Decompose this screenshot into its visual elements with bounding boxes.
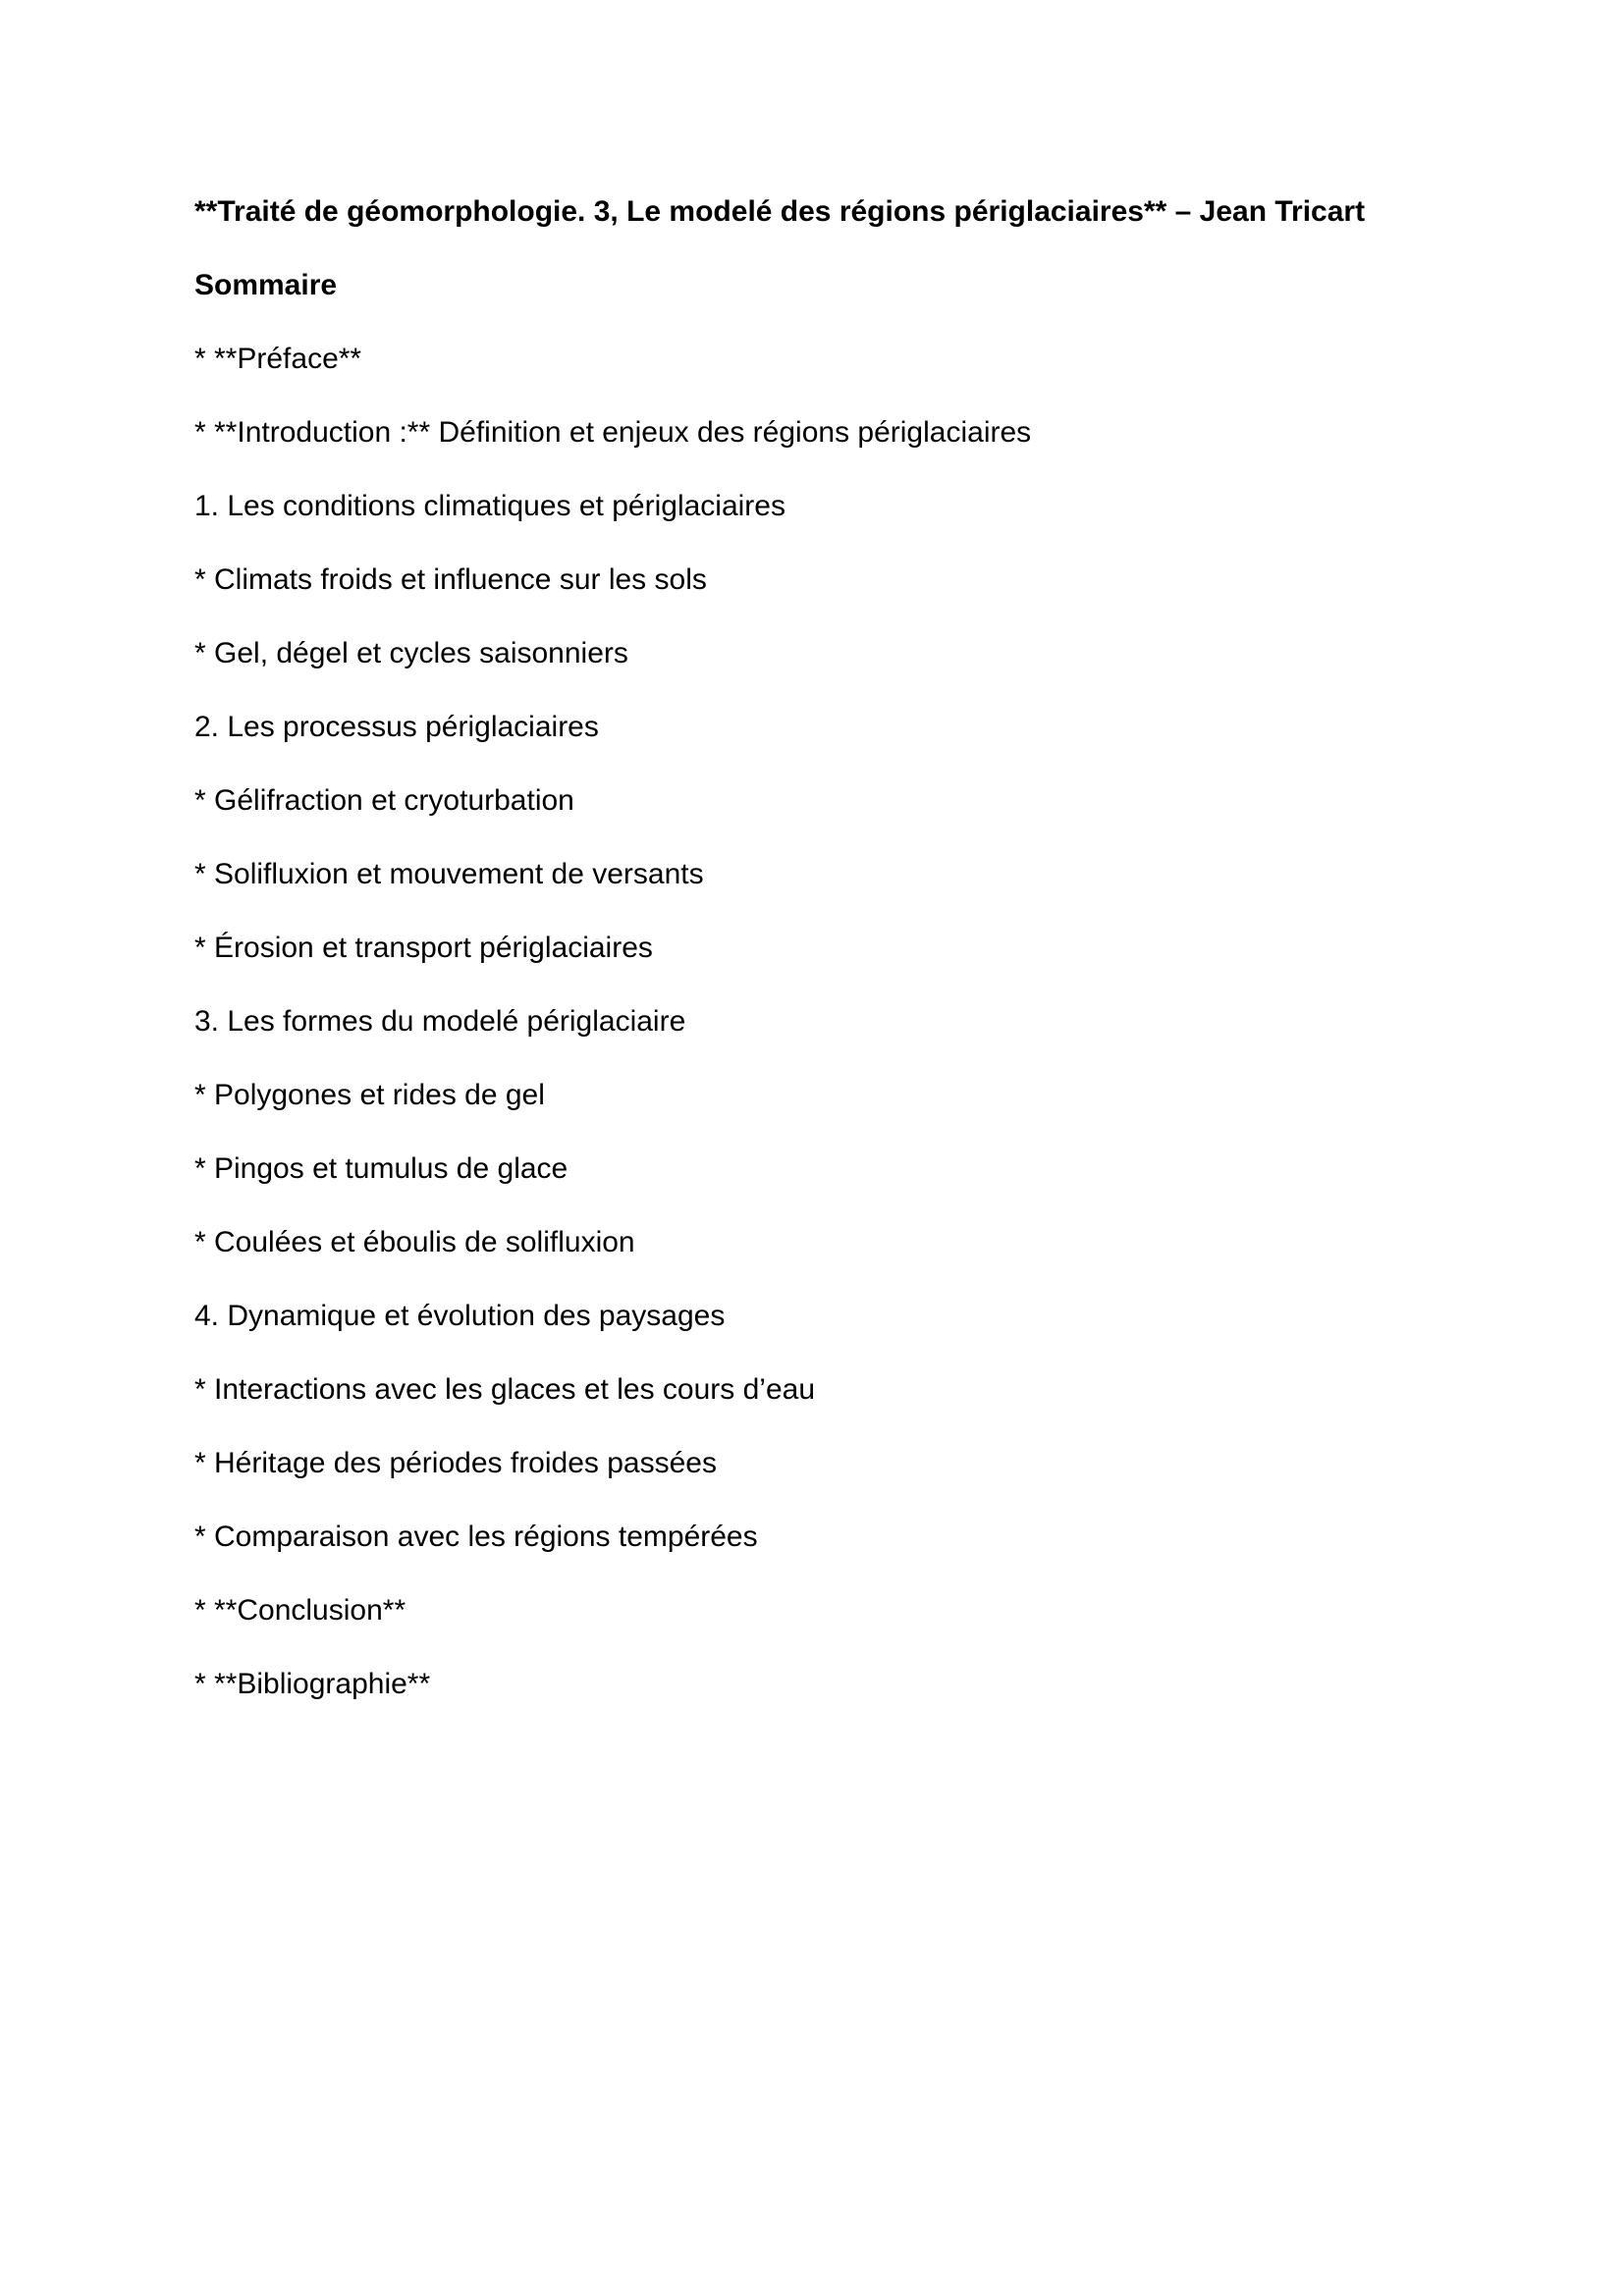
toc-item-pingos: * Pingos et tumulus de glace [194, 1152, 568, 1185]
summary-heading: Sommaire [194, 269, 338, 301]
document-title: **Traité de géomorphologie. 3, Le modelé des régions périglaciaires** – Jean Tricart [194, 195, 1366, 228]
toc-preface: * **Préface** [194, 343, 362, 375]
toc-section-3: 3. Les formes du modelé périglaciaire [194, 1005, 686, 1038]
toc-item-heritage: * Héritage des périodes froides passées [194, 1447, 717, 1479]
toc-item-freeze-thaw: * Gel, dégel et cycles saisonniers [194, 637, 628, 669]
toc-item-solifluxion: * Solifluxion et mouvement de versants [194, 858, 704, 890]
toc-item-polygones: * Polygones et rides de gel [194, 1079, 545, 1111]
toc-item-gelifraction: * Gélifraction et cryoturbation [194, 784, 574, 817]
toc-conclusion: * **Conclusion** [194, 1594, 406, 1627]
toc-section-1: 1. Les conditions climatiques et périglaciaires [194, 490, 785, 522]
toc-item-coulees: * Coulées et éboulis de solifluxion [194, 1226, 635, 1258]
document-content [194, 192, 1471, 1738]
toc-bibliographie: * **Bibliographie** [194, 1668, 431, 1700]
toc-item-erosion: * Érosion et transport périglaciaires [194, 932, 653, 964]
toc-item-cold-climates: * Climats froids et influence sur les sols [194, 563, 707, 596]
toc-introduction: * **Introduction :** Définition et enjeux des régions périglaciaires [194, 416, 1032, 449]
toc-section-4: 4. Dynamique et évolution des paysages [194, 1300, 726, 1332]
toc-item-interactions: * Interactions avec les glaces et les cours d’eau [194, 1373, 816, 1406]
toc-section-2: 2. Les processus périglaciaires [194, 711, 599, 743]
toc-item-comparaison: * Comparaison avec les régions tempérées [194, 1521, 758, 1553]
